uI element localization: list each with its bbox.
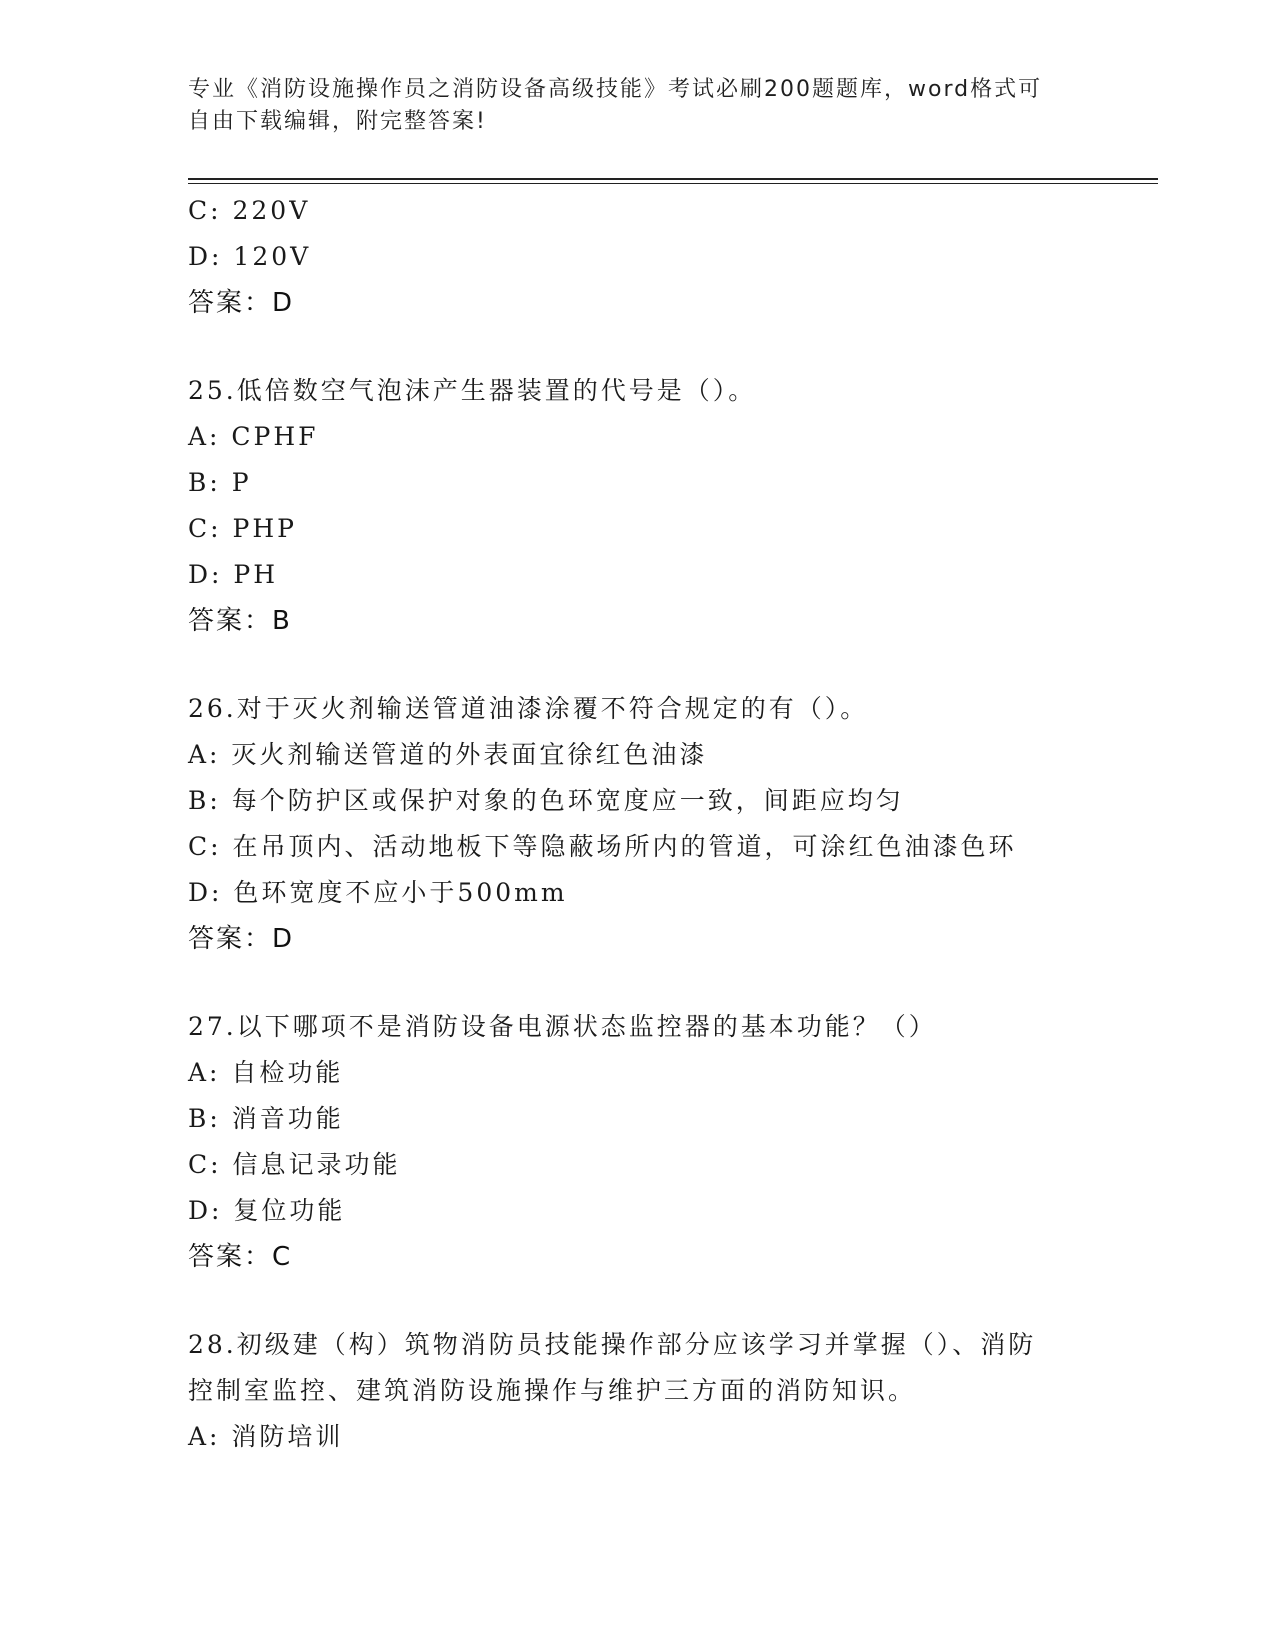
question-28 xyxy=(188,1322,1148,1460)
option-a: A: CPHF xyxy=(188,422,319,451)
question-stem: 25.低倍数空气泡沫产生器装置的代号是（）。 xyxy=(188,376,757,405)
answer-line: 答案：D xyxy=(188,288,295,318)
option-a: A: 自检功能 xyxy=(188,1058,344,1087)
answer-line: 答案：D xyxy=(188,924,295,954)
header-divider-thin xyxy=(188,183,1158,184)
option-a: A: 灭火剂输送管道的外表面宜徐红色油漆 xyxy=(188,740,708,769)
question-27 xyxy=(188,1004,1148,1280)
header-title-line-1: 专业《消防设施操作员之消防设备高级技能》考试必刷200题题库，word格式可 xyxy=(188,77,1043,102)
option-c: C: PHP xyxy=(188,514,297,543)
option-a: A: 消防培训 xyxy=(188,1422,344,1451)
header-divider-thick xyxy=(188,178,1158,180)
option-d: D: PH xyxy=(188,560,279,589)
answer-line: 答案：C xyxy=(188,1242,293,1272)
question-stem: 26.对于灭火剂输送管道油漆涂覆不符合规定的有（）。 xyxy=(188,694,869,723)
option-b: B: 每个防护区或保护对象的色环宽度应一致，间距应均匀 xyxy=(188,786,904,815)
option-d: D: 色环宽度不应小于500mm xyxy=(188,878,568,907)
option-c: C: 信息记录功能 xyxy=(188,1150,401,1179)
question-stem: 27.以下哪项不是消防设备电源状态监控器的基本功能？（） xyxy=(188,1012,937,1041)
option-b: B: 消音功能 xyxy=(188,1104,344,1133)
option-c: C: 在吊顶内、活动地板下等隐蔽场所内的管道，可涂红色油漆色环 xyxy=(188,832,1017,861)
answer-line: 答案：B xyxy=(188,606,292,636)
document-header xyxy=(188,74,1068,138)
header-title-line-2: 自由下载编辑，附完整答案! xyxy=(188,109,487,134)
question-stem-line-1: 28.初级建（构）筑物消防员技能操作部分应该学习并掌握（）、消防 xyxy=(188,1330,1037,1359)
option-b: B: P xyxy=(188,468,252,497)
question-stem-line-2: 控制室监控、建筑消防设施操作与维护三方面的消防知识。 xyxy=(188,1376,917,1405)
question-25 xyxy=(188,368,1148,644)
question-24-continuation xyxy=(188,188,1148,326)
option-d: D: 复位功能 xyxy=(188,1196,346,1225)
option-c: C: 220V xyxy=(188,196,311,225)
option-d: D: 120V xyxy=(188,242,312,271)
question-26 xyxy=(188,686,1148,962)
question-list xyxy=(188,188,1148,1460)
